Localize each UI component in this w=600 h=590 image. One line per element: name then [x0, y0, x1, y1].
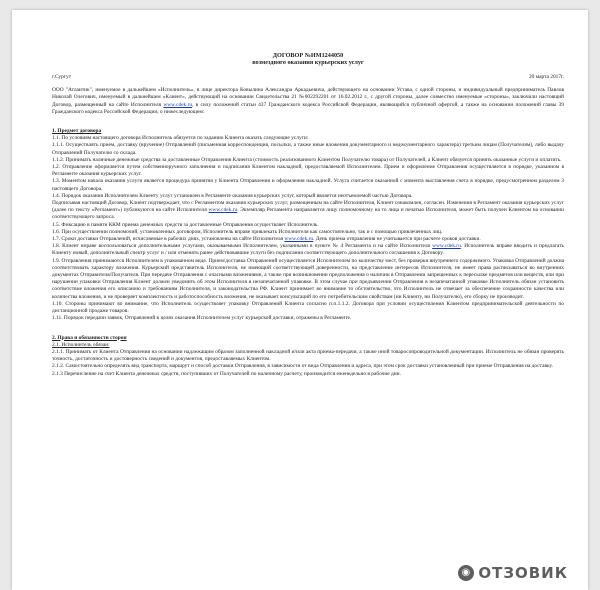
- watermark-text: ОТЗОВИК: [478, 564, 568, 582]
- clause-2-1-1: 2.1.1. Принимать от Клиента Отправления на основании надлежащим образом заполненной накладной и/или акта приема-передачи, а также иной товаросопроводительной документации. Исполнитель не обязан проверять точность, достаточность и достоверность сведений и документов, предоставляемых Клиентом.: [52, 348, 564, 363]
- clause-1-7: 1.7. Сроки доставки Отправлений, исчисляемые в рабочих днях, установлены на сайте Исполнителя www.cdek.ru. День приема отправления не учитывается при расчете сроков доставки.: [52, 236, 481, 243]
- date: 20 марта 2017г.: [528, 74, 564, 80]
- clause-1-6: 1.6. При осуществлении полномочий, установленных договором, Исполнитель вправе привлекать Исполнителя как самостоятельно, так и с помощью привлеченных лиц.: [52, 228, 443, 235]
- site-link[interactable]: www.cdek.ru: [208, 207, 238, 214]
- clause-1-5: 1.5. Фиксацию в памяти ККМ приема денежных средств за доставленные Отправления осуществляет Исполнитель.: [52, 221, 319, 228]
- clause-1-4-note: Подписывая настоящий Договор, Клиент подтверждает, что с Регламентом оказания курьерских услуг, размещенным на сайте Исполнителя, Клиент ознакомлен, согласен. Изменения в Регламент оказания курьерских услуг (далее по тексту «Регламент») публикуются на сайте Исполнителя www.cdek.ru. Экземпляр Регламента направляется лицу полномочному на то лица и печатью Исполнителя, может быть получен Клиентом на основании соответствующего запроса.: [52, 200, 564, 221]
- contract-subtitle: возмездного оказания курьерских услуг: [252, 59, 364, 66]
- contract-text: [52, 52, 564, 378]
- watermark: [458, 564, 568, 582]
- clause-1-1-2: 1.1.2. Принимать наличные денежные средства за доставленные Отправления Клиента (стоимость реализованного Клиентом Получателю товара) от Получателей, а Клиент обязуется принять оказанные услуги и оплатить.: [52, 156, 562, 163]
- place-date-row: [52, 74, 564, 81]
- document-page: [12, 10, 588, 590]
- site-link[interactable]: www.cdek.ru: [163, 101, 193, 108]
- clause-2-1: 2.1. Исполнитель обязан:: [52, 341, 110, 348]
- section-1-heading: 1. Предмет договора: [52, 128, 102, 135]
- clause-1-11: 1.11. Порядок передачи заявок, Отправлений в целях оказания Исполнителем услуг курьерской доставки, отражены в Регламенте.: [52, 315, 352, 322]
- clause-1-8: 1.8. Клиент вправе воспользоваться дополнительными услугами, оказываемыми Исполнителем, указанными в пункте № 4 Регламента и на сайте Исполнителя www.cdek.ru. Исполнитель вправе вводить и предлагать Клиенту новый, дополнительный спектр услуг и / или отменять ранее действовавшие услуги без подписания соответствующего дополнительного соглашения к Договору.: [52, 243, 564, 257]
- clause-1-3: 1.3. Моментом начала оказания услуги является процедура принятия у Клиента Отправления и оформления накладной. Услуга считается оказанной с момента выставления счета в порядке, предусмотренном разделом 3 настоящего Договора.: [52, 178, 564, 192]
- site-link[interactable]: www.cdek.ru: [432, 243, 461, 250]
- clause-1-10: 1.10. Стороны принимают во внимание, что Исполнитель осуществляет упаковку Отправлений Клиента согласно п.п.1.1.2. Договора при условии осуществления Клиентом предпринимательской деятельности по дистанционной продаже товаров.: [52, 300, 564, 315]
- contract-title: ДОГОВОР №ИМ1244050: [272, 52, 344, 59]
- clause-1-9: 1.9. Отправления принимаются Исполнителем в упакованном виде. Прием/доставка Отправлений осуществляется Исполнителем по количеству мест, без проверки внутреннего содержимого. Упаковка Отправлений должна соответствовать характеру вложения. Курьерский представитель Исполнителя, не имеющий соответствующей доверенности, на представление интересов Исполнителя, не имеет права расписываться во внутренних документах Отправителя/Получателя. При передаче Отправления с опасными вложениями, а также при возникновении предположения о наличии в Отправлении запрещенных к пересылке предметов или веществ, или при нарушении упаковки Отправления Клиент должен уведомить об этом Исполнителя в незапечатанной упаковке. В этом случае при предъявлении Отправления в незапечатанной упаковке Исполнитель обязан установить соответствие вложения его описанию и требованиям Исполнителя, и законодательства РФ. Клиент принимает во внимание то обстоятельство, что Исполнитель не отвечает за обеспечение сохранности качества или количества вложения, и не проверяет комплектность и работоспособность вложения, не оказывает консультаций по его потребительским свойствам (ни Клиенту, ни Получателю), его сборку не производит.: [52, 257, 564, 300]
- preamble: ООО "Атлантик", именуемое в дальнейшем «Исполнитель», в лице директора Ковылина Александра Аркадьевича, действующего на основании Устава, с одной стороны, и индивидуальный предприниматель Павлов Николай Олегович, именуемый в дальнейшем «Клиент», действующий на основании Свидетельства 21 №002292201 от 16.02.2012 г., с другой стороны, далее совместно именуемые «стороны», заключили настоящий Договор, размещенный на сайте Исполнителя www.cdek.ru, в силу положений статьи 437 Гражданского кодекса Российской Федерации, являющийся публичной офертой, а также на основании положений главы 39 Гражданского кодекса Российской Федерации, о нижеследующем:: [52, 87, 565, 115]
- clause-1-4: 1.4. Порядок оказания Исполнителем Клиенту услуг установлен в Регламенте оказания курьерских услуг, который является неотъемлемой частью Договора.: [52, 192, 413, 199]
- clause-2-1-3: 2.1.3 Перечисление на счет Клиента денежных средств, поступивших от Получателей по наличному расчету, производится еженедельно в рабочие дни.: [52, 370, 401, 377]
- otzovik-logo-icon: ◉: [458, 565, 474, 581]
- clause-1-1: 1.1. По условиям настоящего договора Исполнитель обязуется по заданию Клиента оказать следующие услуги:: [52, 135, 309, 142]
- clause-1-1-1: 1.1.1. Осуществлять прием, доставку (вручение) Отправлений (письменная корреспонденция, посылки, а также иные вложения документарного и недокументарного характера) третьим лицам (Получателям), либо выдачу Отправлений Получателю со склада.: [52, 142, 564, 156]
- clause-1-2: 1.2. Отправление оформляется путем собственноручного заполнения и подписания Клиентом накладной, предоставляемой Исполнителем. Прием и оформление Отправления осуществляется в порядке, указанном в Регламенте оказания курьерских услуг.: [52, 164, 564, 178]
- clause-2-1-2: 2.1.2. Самостоятельно определять вид транспорта, маршрут и способ доставки Отправления, в зависимости от вида Отправления и адреса, при этом срок доставки установленный при приеме Отправления на доставку.: [52, 363, 554, 370]
- city: г.Сургут: [52, 74, 72, 80]
- site-link[interactable]: www.cdek.ru: [284, 236, 314, 243]
- section-2-heading: 2. Права и обязанности сторон: [52, 334, 127, 341]
